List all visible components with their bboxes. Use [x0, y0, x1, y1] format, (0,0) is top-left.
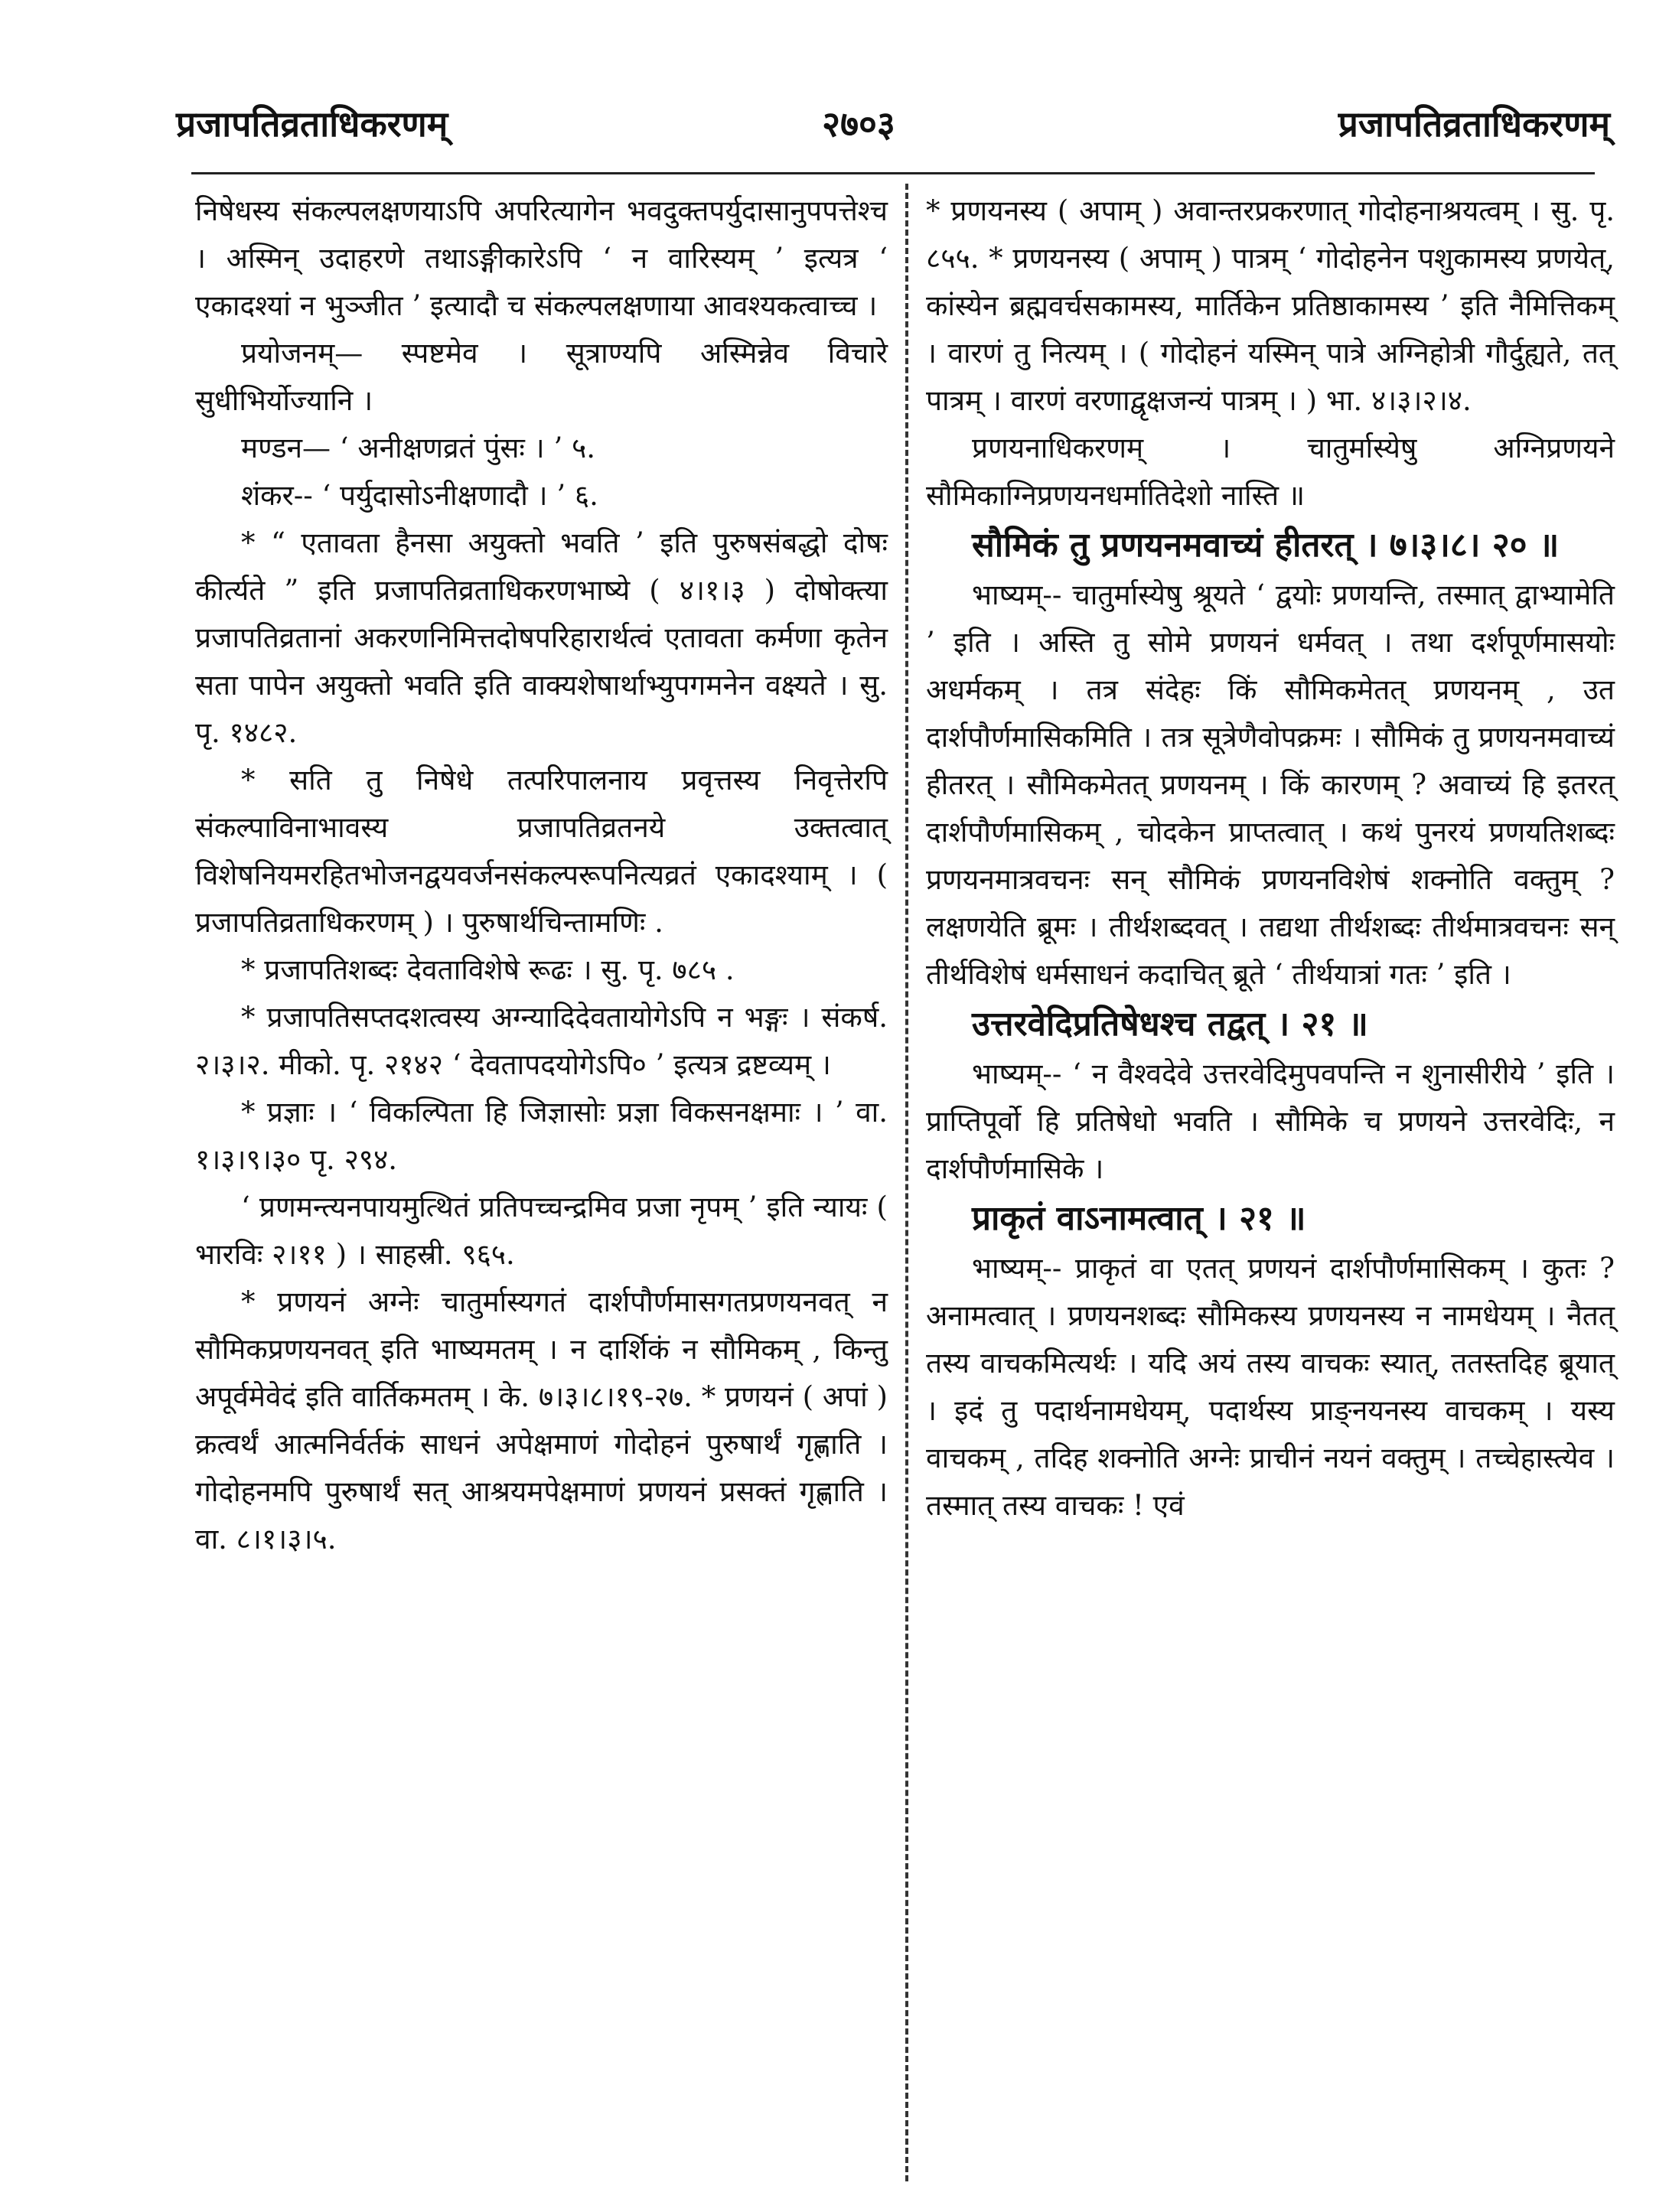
- paragraph: भाष्यम्-- ‘ न वैश्वदेवे उत्तरवेदिमुपवपन्ति न शुनासीरीये ’ इति । प्राप्तिपूर्वो हि प्रतिषेधो भवति । सौमिके च प्रणयने उत्तरवेदिः, न दार्शपौर्णमासिके ।: [926, 1057, 1615, 1185]
- running-title-left: प्रजापतिव्रताधिकरणम्: [176, 103, 448, 145]
- paragraph: शंकर-- ‘ पर्युदासोऽनीक्षणादौ । ’ ६.: [241, 479, 598, 512]
- header-rule: [191, 172, 1595, 174]
- paragraph: मण्डन— ‘ अनीक्षणव्रतं पुंसः । ’ ५.: [241, 432, 595, 464]
- paragraph: भाष्यम्-- प्राकृतं वा एतत् प्रणयनं दार्शपौर्णमासिकम् । कुतः ? अनामत्वात् । प्रणयनशब्दः सौमिकस्य प्रणयनस्य न नामधेयम् । नैतत् तस्य वाचकमित्यर्थः । यदि अयं तस्य वाचकः स्यात्, ततस्तदिह ब्रूयात् । इदं तु पदार्थनामधेयम्, पदार्थस्य प्राङ्नयनस्य वाचकम् । यस्य वाचकम् , तदिह शक्नोति अग्नेः प्राचीनं नयनं वक्तुम् । तच्चेहास्त्येव । तस्मात् तस्य वाचकः ! एवं: [926, 1252, 1615, 1522]
- paragraph: * प्रजापतिसप्तदशत्वस्य अग्न्यादिदेवतायोगेऽपि न भङ्गः । संकर्ष. २।३।२. मीको. पृ. २१४२ ‘ देवतापदयोगेऽपि० ’ इत्यत्र द्रष्टव्यम् ।: [195, 1001, 888, 1081]
- section-heading: प्रणयनाधिकरणम् । चातुर्मास्येषु अग्निप्रणयने सौमिकाग्निप्रणयनधर्मातिदेशो नास्ति ॥: [926, 432, 1615, 512]
- paragraph: निषेधस्य संकल्पलक्षणयाऽपि अपरित्यागेन भवदुक्तपर्युदासानुपपत्तेश्च । अस्मिन् उदाहरणे तथाऽङ्गीकारेऽपि ‘ न वारिस्यम् ’ इत्यत्र ‘ एकादश्यां न भुञ्जीत ’ इत्यादौ च संकल्पलक्षणाया आवश्यकत्वाच्च ।: [195, 194, 888, 322]
- paragraph: * प्रणयनं अग्नेः चातुर्मास्यगतं दार्शपौर्णमासगतप्रणयनवत् न सौमिकप्रणयनवत् इति भाष्यमतम् । न दार्शिकं न सौमिकम् , किन्तु अपूर्वमेवेदं इति वार्तिकमतम् । के. ७।३।८।१९-२७. * प्रणयनं ( अपां ) क्रत्वर्थं आत्मनिर्वर्तकं साधनं अपेक्षमाणं गोदोहनं पुरुषार्थं गृह्णाति । गोदोहनमपि पुरुषार्थं सत् आश्रयमपेक्षमाणं प्रणयनं प्रसक्तं गृह्णाति । वा. ८।१।३।५.: [195, 1285, 888, 1556]
- column-divider: [905, 184, 908, 2181]
- page-header: [176, 99, 1610, 161]
- sutra: प्राकृतं वाऽनामत्वात् । २१ ॥: [972, 1199, 1306, 1238]
- paragraph: प्रयोजनम्— स्पष्टमेव । सूत्राण्यपि अस्मिन्नेव विचारे सुधीभिर्योज्यानि ।: [195, 337, 888, 417]
- page-number: २७०३: [822, 103, 895, 145]
- right-column: [926, 187, 1615, 1530]
- paragraph: * सति तु निषेधे तत्परिपालनाय प्रवृत्तस्य निवृत्तेरपि संकल्पाविनाभावस्य प्रजापतिव्रतनये उक्तत्वात् विशेषनियमरहितभोजनद्वयवर्जनसंकल्परूपनित्यव्रतं एकादश्याम् । ( प्रजापतिव्रताधिकरणम् ) । पुरुषार्थचिन्तामणिः .: [195, 764, 888, 939]
- paragraph: भाष्यम्-- चातुर्मास्येषु श्रूयते ‘ द्वयोः प्रणयन्ति, तस्मात् द्वाभ्यामेति ’ इति । अस्ति तु सोमे प्रणयनं धर्मवत् । तथा दर्शपूर्णमासयोः अधर्मकम् । तत्र संदेहः किं सौमिकमेतत् प्रणयनम् , उत दार्शपौर्णमासिकमिति । तत्र सूत्रेणैवोपक्रमः । सौमिकं तु प्रणयनमवाच्यं हीतरत् । सौमिकमेतत् प्रणयनम् । किं कारणम् ? अवाच्यं हि इतरत् दार्शपौर्णमासिकम् , चोदकेन प्राप्तत्वात् । कथं पुनरयं प्रणयतिशब्दः प्रणयनमात्रवचनः सन् सौमिकं प्रणयनविशेषं शक्नोति वक्तुम् ? लक्षणयेति ब्रूमः । तीर्थशब्दवत् । तद्यथा तीर्थशब्दः तीर्थमात्रवचनः सन् तीर्थविशेषं धर्मसाधनं कदाचित् ब्रूते ‘ तीर्थयात्रां गतः ’ इति ।: [926, 578, 1615, 991]
- paragraph: ‘ प्रणमन्त्यनपायमुत्थितं प्रतिपच्चन्द्रमिव प्रजा नृपम् ’ इति न्यायः ( भारविः २।११ ) । साहस्री. ९६५.: [195, 1191, 888, 1271]
- left-column: [195, 187, 888, 1563]
- sutra: सौमिकं तु प्रणयनमवाच्यं हीतरत् । ७।३।८। २० ॥: [972, 526, 1560, 565]
- paragraph: * प्रज्ञाः । ‘ विकल्पिता हि जिज्ञासोः प्रज्ञा विकसनक्षमाः । ’ वा. १।३।९।३० पृ. २९४.: [195, 1096, 888, 1176]
- paragraph: * “ एतावता हैनसा अयुक्तो भवति ’ इति पुरुषसंबद्धो दोषः कीर्त्यते ” इति प्रजापतिव्रताधिकरणभाष्ये ( ४।१।३ ) दोषोक्त्या प्रजापतिव्रतानां अकरणनिमित्तदोषपरिहारार्थत्वं एतावता कर्मणा कृतेन सता पापेन अयुक्तो भवति इति वाक्यशेषार्थाभ्युपगमनेन वक्ष्यते । सु. पृ. १४८२.: [195, 526, 888, 749]
- sutra: उत्तरवेदिप्रतिषेधश्च तद्वत् । २१ ॥: [972, 1005, 1368, 1044]
- running-title-right: प्रजापतिव्रताधिकरणम्: [1338, 103, 1610, 145]
- paragraph: * प्रणयनस्य ( अपाम् ) अवान्तरप्रकरणात् गोदोहनाश्रयत्वम् । सु. पृ. ८५५. * प्रणयनस्य ( अपाम् ) पात्रम् ‘ गोदोहनेन पशुकामस्य प्रणयेत्, कांस्येन ब्रह्मवर्चसकामस्य, मार्तिकेन प्रतिष्ठाकामस्य ’ इति नैमित्तिकम् । वारणं तु नित्यम् । ( गोदोहनं यस्मिन् पात्रे अग्निहोत्री गौर्दुह्यते, तत् पात्रम् । वारणं वरणाद्वृक्षजन्यं पात्रम् । ) भा. ४।३।२।४.: [926, 194, 1615, 417]
- paragraph: * प्रजापतिशब्दः देवताविशेषे रूढः । सु. पृ. ७८५ .: [241, 953, 735, 986]
